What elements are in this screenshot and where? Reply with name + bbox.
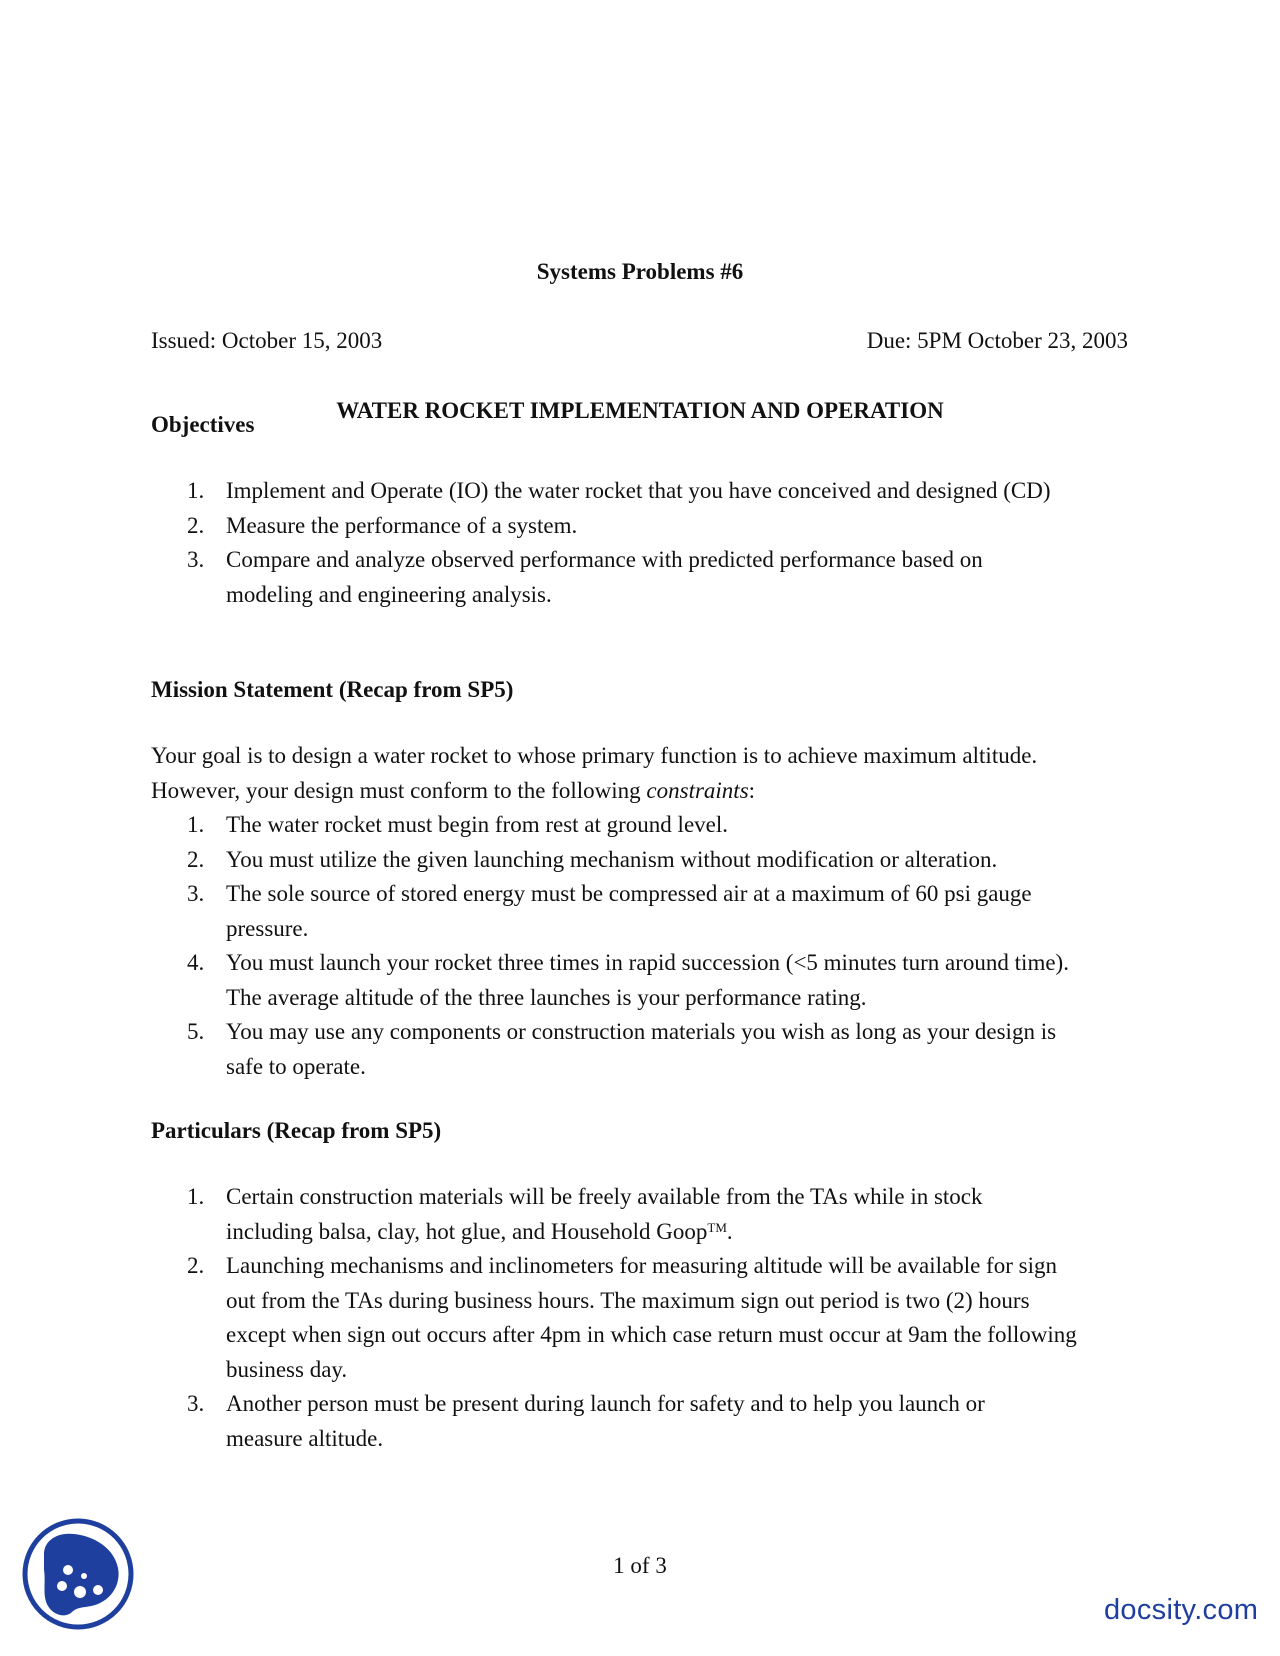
list-item: 3. Another person must be present during launch for safety and to help you launch or measure altitude. <box>187 1391 985 1451</box>
constraints-list <box>151 808 1131 1084</box>
particulars-list <box>151 1180 1131 1456</box>
list-item: 3. Compare and analyze observed performance with predicted performance based on modeling and engineering analysis. <box>187 547 983 607</box>
list-item: 5. You may use any components or construction materials you wish as long as your design is safe to operate. <box>187 1019 1057 1079</box>
particulars-heading: Particulars (Recap from SP5) <box>151 1118 442 1143</box>
docsity-logo-icon <box>22 1518 134 1630</box>
list-item: 1. Implement and Operate (IO) the water rocket that you have conceived and designed (CD) <box>187 478 1051 503</box>
mission-heading: Mission Statement (Recap from SP5) <box>151 677 514 702</box>
objectives-list <box>151 474 1131 612</box>
page-number: 1 of 3 <box>613 1553 667 1578</box>
due-date: Due: 5PM October 23, 2003 <box>866 328 1128 353</box>
list-item: 2. You must utilize the given launching mechanism without modification or alteration. <box>187 846 998 872</box>
issued-date: Issued: October 15, 2003 <box>151 328 383 353</box>
list-item: 2. Launching mechanisms and inclinometers for measuring altitude will be available for sign out from the TAs during business hours. The maximum sign out period is two (2) hours except when sign out occurs after 4pm in which case return must occur at 9am the following business day. <box>187 1253 1077 1382</box>
list-item: 1. The water rocket must begin from rest at ground level. <box>187 812 729 837</box>
mission-intro: Your goal is to design a water rocket to whose primary function is to achieve maximum altitude. However, your design must conform to the following constraints: <box>151 743 1038 803</box>
objectives-heading: Objectives <box>151 412 255 437</box>
document-title: Systems Problems #6 <box>536 259 744 284</box>
main-heading: WATER ROCKET IMPLEMENTATION AND OPERATION <box>336 398 944 423</box>
list-item: 3. The sole source of stored energy must be compressed air at a maximum of 60 psi gauge pressure. <box>187 881 1032 941</box>
list-item: 2. Measure the performance of a system. <box>187 512 578 538</box>
docsity-logo[interactable] <box>22 1518 134 1630</box>
docsity-brand-link[interactable]: docsity.com <box>1104 1594 1259 1626</box>
list-item: 1. Certain construction materials will be freely available from the TAs while in stock including balsa, clay, hot glue, and Household Goop™. <box>187 1184 983 1244</box>
date-row <box>151 328 1128 354</box>
list-item: 4. You must launch your rocket three times in rapid succession (<5 minutes turn around time). The average altitude of the three launches is your performance rating. <box>187 950 1069 1010</box>
